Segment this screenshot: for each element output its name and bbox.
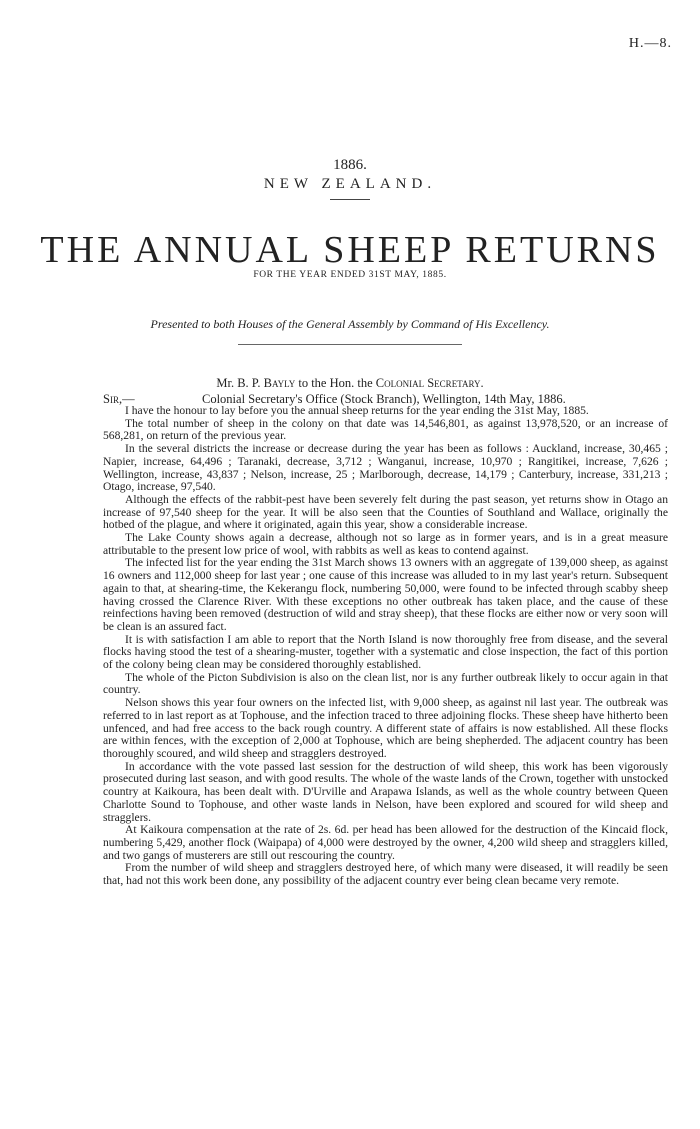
letter-to-text: to the Hon. the	[295, 376, 376, 390]
body-paragraph: In the several districts the increase or decrease during the year has been as follows : Auckland, increase, 30,465 ; Napier, increase, 64,496 ; Taranaki, decrease, 3,712 ; Wanganui, increase, 10,970 ; Rangitikei, increase, 7,626 ; Wellington, increase, 43,837 ; Nelson, increase, 25 ; Marlborough, decrease, 14,179 ; Canterbury, increase, 331,213 ; Otago, increase, 97,540.	[103, 442, 668, 494]
page-reference: H.—8.	[628, 36, 672, 51]
letter-body	[103, 405, 668, 888]
body-paragraph: At Kaikoura compensation at the rate of 2s. 6d. per head has been allowed for the destruction of the Kincaid flock, numbering 5,429, another flock (Waipapa) of 4,000 were destroyed by the owner, 4,200 wild sheep and stragglers killed, and two gangs of musterers are still out rescouring the country.	[103, 823, 668, 862]
letter-heading	[0, 376, 700, 391]
body-paragraph: Nelson shows this year four owners on the infected list, with 9,000 sheep, as against nil last year. The outbreak was referred to in last report as at Tophouse, and the infection traced to three adjoining flocks. These sheep have hitherto been unfenced, and had free access to the back rough country. A different state of affairs is now established. All these flocks are within fences, with the exception of 2,000 at Tophouse, which are being shepherded. The adjacent country has been thoroughly scoured, and wild sheep and stragglers destroyed.	[103, 696, 668, 760]
country-heading: NEW ZEALAND.	[263, 176, 437, 192]
body-paragraph: Although the effects of the rabbit-pest have been severely felt during the past season, yet returns show in Otago an increase of 97,540 sheep for the year. It will be also seen that the Counties of Southland and Wallace, originally the hotbed of the plague, and where it originated, again this year, show a considerable increase.	[103, 492, 668, 532]
document-title: THE ANNUAL SHEEP RETURNS	[40, 229, 660, 271]
letter-from-name: Bayly	[263, 376, 296, 390]
office-dateline: Colonial Secretary's Office (Stock Branch), Wellington, 14th May, 1886.	[202, 392, 566, 406]
letter-to-title: Colonial Secretary	[375, 376, 481, 390]
body-paragraph: It is with satisfaction I am able to report that the North Island is now thoroughly free from disease, and the several flocks having stood the test of a shearing-muster, together with a systematic and close inspection, the fact of this portion of the colony being clean may be considered thoroughly established.	[103, 632, 668, 672]
section-divider	[238, 344, 462, 345]
document-year: 1886.	[333, 157, 367, 173]
body-paragraph: The infected list for the year ending the 31st March shows 13 owners with an aggregate of 139,000 sheep, as against 16 owners and 112,000 sheep for last year ; one cause of this increase was alluded to in my last year's return. Subsequent again to that, at shearing-time, the Kekerangu flock, numbering 50,000, were found to be infected through scabby sheep having crossed the Clarence River. With these exceptions no other outbreak has taken place, and the cause of these reinfections having been removed (destruction of wild and stray sheep), that these flocks are either now or very soon will be clean is an assured fact.	[103, 556, 668, 633]
letter-to-suffix: .	[480, 376, 484, 390]
short-divider	[330, 199, 370, 200]
body-paragraph: The whole of the Picton Subdivision is also on the clean list, nor is any further outbreak likely to occur again in that country.	[103, 670, 668, 697]
letter-from-prefix: Mr. B. P.	[216, 376, 264, 390]
body-paragraph: In accordance with the vote passed last session for the destruction of wild sheep, this work has been vigorously prosecuted during last season, and with good results. The whole of the waste lands of the Crown, together with unstocked country at Kaikoura, has been dealt with. D'Urville and Arapawa Islands, as well as the whole country between Queen Charlotte Sound to Tophouse, and other waste lands in Nelson, have been explored and scoured for wild sheep and stragglers.	[103, 759, 668, 824]
salutation: Sir,—	[103, 392, 135, 406]
body-paragraph: The total number of sheep in the colony on that date was 14,546,801, as against 13,978,520, or an increase of 568,281, on return of the previous year.	[103, 416, 668, 443]
body-paragraph: The Lake County shows again a decrease, although not so large as in former years, and is in a great measure attributable to the present low price of wool, with rabbits as well as keas to contend against.	[103, 531, 668, 557]
body-paragraph: From the number of wild sheep and stragglers destroyed here, of which many were diseased, it will readily be seen that, had not this work been done, any possibility of the adjacent country ever being clean became very remote.	[103, 861, 668, 888]
body-paragraph: I have the honour to lay before you the annual sheep returns for the year ending the 31st May, 1885.	[125, 404, 589, 417]
document-subtitle: FOR THE YEAR ENDED 31ST MAY, 1885.	[253, 270, 447, 280]
presented-line: Presented to both Houses of the General Assembly by Command of His Excellency.	[150, 317, 550, 331]
